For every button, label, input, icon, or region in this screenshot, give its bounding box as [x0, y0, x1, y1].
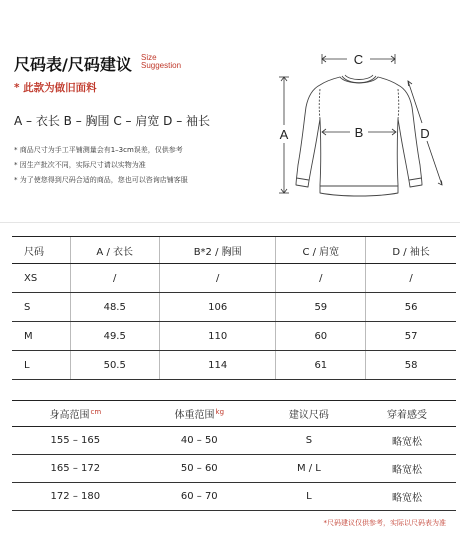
cell-suggested-size: M / L [260, 455, 358, 483]
header-shoulder: C / 肩宽 [276, 237, 366, 264]
note-1: * 商品尺寸为手工平铺测量会有1–3cm误差，仅供参考 [14, 146, 183, 154]
cell-chest: 114 [159, 351, 276, 380]
table-row [12, 322, 456, 351]
cell-chest: 110 [159, 322, 276, 351]
header-height-range [12, 401, 139, 427]
section-divider [0, 222, 460, 223]
page-title: 尺码表/尺码建议 [14, 55, 132, 74]
cell-fit-feel: 略宽松 [358, 483, 456, 511]
table-row [12, 455, 456, 483]
cell-size: XS [12, 264, 70, 293]
size-table-header [12, 237, 456, 264]
fit-table-header [12, 401, 456, 427]
cell-height: 172 – 180 [12, 483, 139, 511]
table-row [12, 351, 456, 380]
cell-shoulder: / [276, 264, 366, 293]
cell-weight: 50 – 60 [139, 455, 260, 483]
cell-sleeve: 58 [366, 351, 456, 380]
cell-size: S [12, 293, 70, 322]
measurement-legend: A – 衣长 B – 胸围 C – 肩宽 D – 袖长 [14, 114, 211, 128]
cell-chest: 106 [159, 293, 276, 322]
note-2: * 因生产批次不同，实际尺寸请以实物为准 [14, 161, 146, 169]
cell-sleeve: / [366, 264, 456, 293]
cell-weight: 60 – 70 [139, 483, 260, 511]
header-length: A / 衣长 [70, 237, 159, 264]
footnote: *尺码建议仅供参考，实际以尺码表为准 [323, 519, 446, 527]
cell-length: 48.5 [70, 293, 159, 322]
header-weight-range [139, 401, 260, 427]
table-row [12, 483, 456, 511]
measurement-notes [14, 143, 188, 188]
title-english [141, 54, 181, 70]
cell-shoulder: 61 [276, 351, 366, 380]
cell-height: 165 – 172 [12, 455, 139, 483]
size-table [12, 236, 456, 380]
label-b: B [354, 125, 364, 140]
label-c: C [353, 52, 364, 67]
cell-fit-feel: 略宽松 [358, 455, 456, 483]
title-english-line-2: Suggestion [141, 61, 182, 70]
header-height-unit: cm [90, 408, 102, 416]
note-3: * 为了使您得到尺码合适的商品，您也可以咨询店铺客服 [14, 176, 188, 184]
cell-length: 50.5 [70, 351, 159, 380]
fabric-note: * 此款为做旧面料 [14, 82, 97, 94]
fit-table [12, 400, 456, 511]
header-weight-label: 体重范围 [174, 410, 215, 421]
cell-shoulder: 60 [276, 322, 366, 351]
label-d: D [420, 126, 430, 141]
title-english-line-1: Size [141, 53, 157, 62]
cell-size: L [12, 351, 70, 380]
header-sleeve: D / 袖长 [366, 237, 456, 264]
cell-fit-feel: 略宽松 [358, 427, 456, 455]
cell-weight: 40 – 50 [139, 427, 260, 455]
cell-size: M [12, 322, 70, 351]
cell-suggested-size: S [260, 427, 358, 455]
table-row [12, 264, 456, 293]
header-size: 尺码 [12, 237, 70, 264]
header-height-label: 身高范围 [49, 410, 90, 421]
cell-length: 49.5 [70, 322, 159, 351]
header-chest: B*2 / 胸围 [159, 237, 276, 264]
table-row [12, 427, 456, 455]
cell-height: 155 – 165 [12, 427, 139, 455]
cell-suggested-size: L [260, 483, 358, 511]
header-weight-unit: kg [215, 408, 225, 416]
cell-chest: / [159, 264, 276, 293]
cell-length: / [70, 264, 159, 293]
cell-sleeve: 57 [366, 322, 456, 351]
label-a: A [279, 127, 289, 142]
sweater-diagram [262, 45, 452, 215]
cell-sleeve: 56 [366, 293, 456, 322]
header-suggested-size: 建议尺码 [260, 401, 358, 427]
table-row [12, 293, 456, 322]
header-fit-feel: 穿着感受 [358, 401, 456, 427]
cell-shoulder: 59 [276, 293, 366, 322]
